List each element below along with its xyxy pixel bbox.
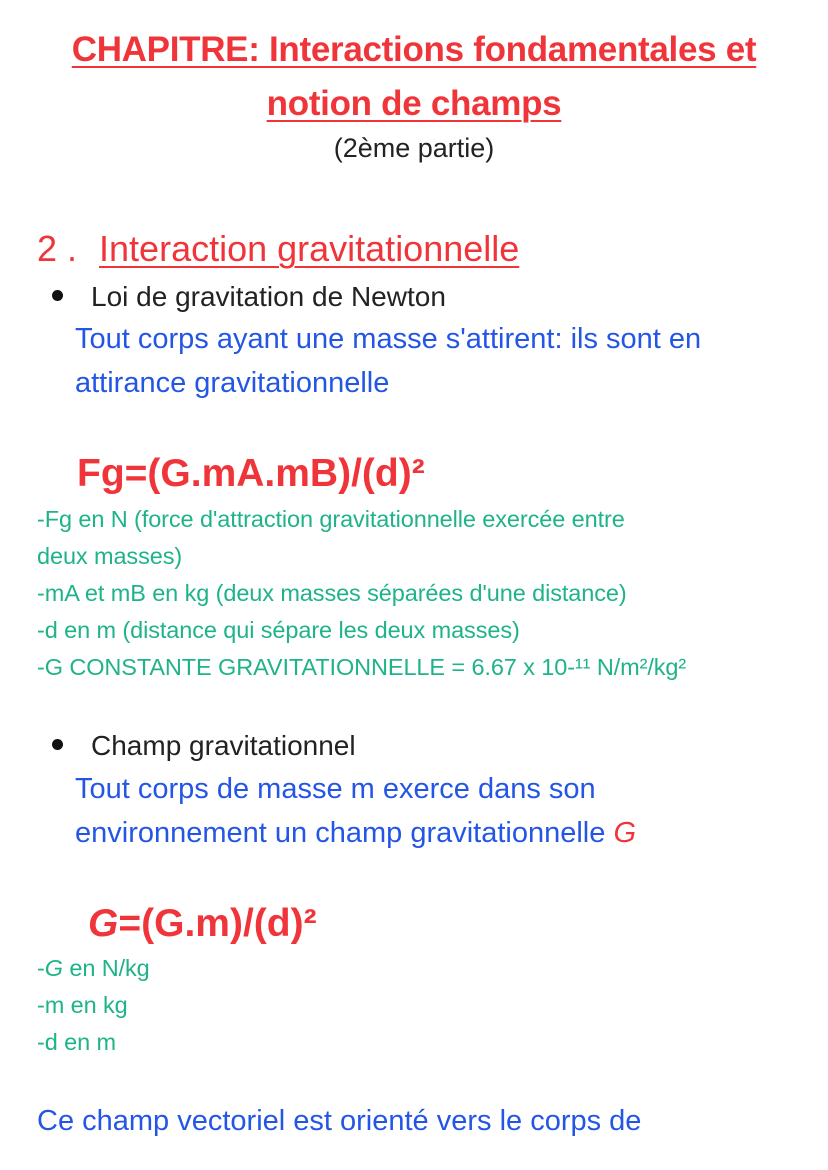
newton-note: -d en m (distance qui sépare les deux masses) — [37, 617, 520, 643]
field-formula — [88, 899, 317, 949]
newton-description-line-2: attirance gravitationnelle — [75, 367, 390, 399]
bullet-newton-label: Loi de gravitation de Newton — [91, 281, 446, 312]
field-note-3: -d en m — [37, 1029, 116, 1055]
chapter-title-line-2: notion de champs — [266, 84, 562, 123]
field-description-line-2 — [75, 811, 636, 855]
section-heading — [37, 226, 519, 272]
field-note-unit: en N/kg — [62, 955, 150, 981]
newton-note: -G CONSTANTE GRAVITATIONNELLE = 6.67 x 10-¹¹ N/m²/kg² — [37, 654, 687, 680]
bullet-gravitational-field — [52, 727, 356, 765]
newton-note: deux masses) — [37, 543, 183, 569]
newton-note: -Fg en N (force d'attraction gravitationnelle exercée entre — [37, 506, 625, 532]
field-formula-expression: =(G.m)/(d)² — [118, 902, 317, 945]
newton-note: -mA et mB en kg (deux masses séparées d'une distance) — [37, 580, 627, 606]
field-formula-symbol: G — [88, 902, 119, 945]
section-number: 2 . — [37, 228, 78, 269]
field-symbol: G — [613, 817, 637, 849]
field-note-1: -G en N/kg — [37, 955, 150, 981]
field-note-2: -m en kg — [37, 992, 128, 1018]
newton-formula: Fg=(G.mA.mB)/(d)² — [77, 452, 425, 495]
section-title: Interaction gravitationnelle — [99, 228, 520, 269]
chapter-title-line-1: CHAPITRE: Interactions fondamentales et — [71, 30, 757, 69]
field-note-symbol: G — [44, 955, 63, 981]
bullet-newton-law — [52, 278, 446, 316]
bullet-dot-icon — [52, 290, 63, 301]
newton-description-line-1: Tout corps ayant une masse s'attirent: ils sont en — [75, 323, 702, 355]
field-direction-text: Ce champ vectoriel est orienté vers le corps de — [37, 1105, 642, 1137]
bullet-field-label: Champ gravitationnel — [91, 730, 356, 761]
field-description-text: environnement un champ gravitationnelle — [75, 817, 606, 849]
bullet-dot-icon — [52, 739, 63, 750]
field-description-line-1: Tout corps de masse m exerce dans son — [75, 773, 596, 805]
chapter-subtitle: (2ème partie) — [333, 133, 495, 163]
